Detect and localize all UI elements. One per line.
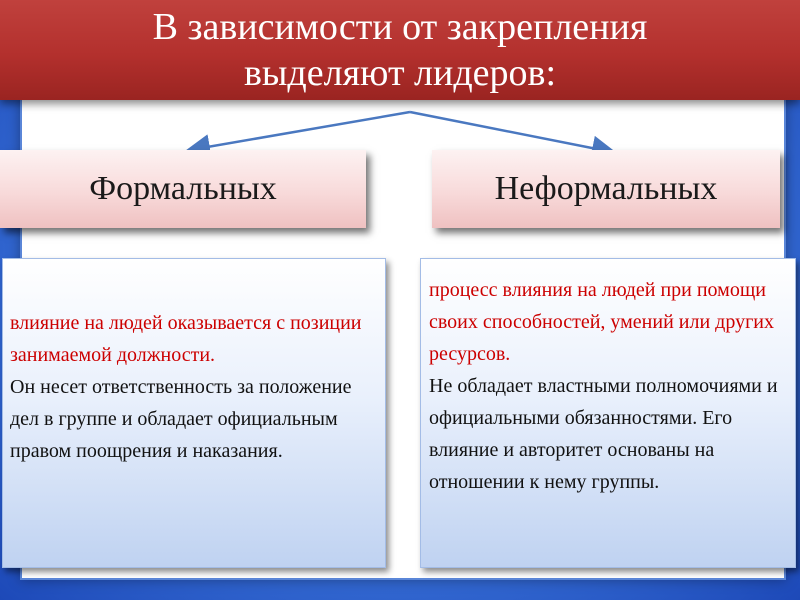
slide-title: [0, 4, 800, 96]
formal-leaders-heading: Формальных: [0, 150, 366, 228]
slide-title-line-2: выделяют лидеров:: [243, 52, 557, 94]
formal-details: Он несет ответственность за положение дел в группе и обладает официальным правом поощрения и наказания.: [10, 376, 352, 462]
slide-title-line-1: В зависимости от закрепления: [152, 6, 648, 48]
title-bar: [0, 0, 800, 100]
informal-leaders-description: [420, 258, 796, 568]
informal-leaders-heading: Неформальных: [432, 150, 780, 228]
informal-definition: процесс влияния на людей при помощи своих способностей, умений или других ресурсов.: [429, 279, 774, 365]
formal-leaders-description: [2, 258, 386, 568]
formal-definition: влияние на людей оказывается с позиции занимаемой должности.: [10, 312, 362, 366]
informal-details: Не обладает властными полномочиями и официальными обязанностями. Его влияние и авторитет основаны на отношении к нему группы.: [429, 375, 778, 493]
